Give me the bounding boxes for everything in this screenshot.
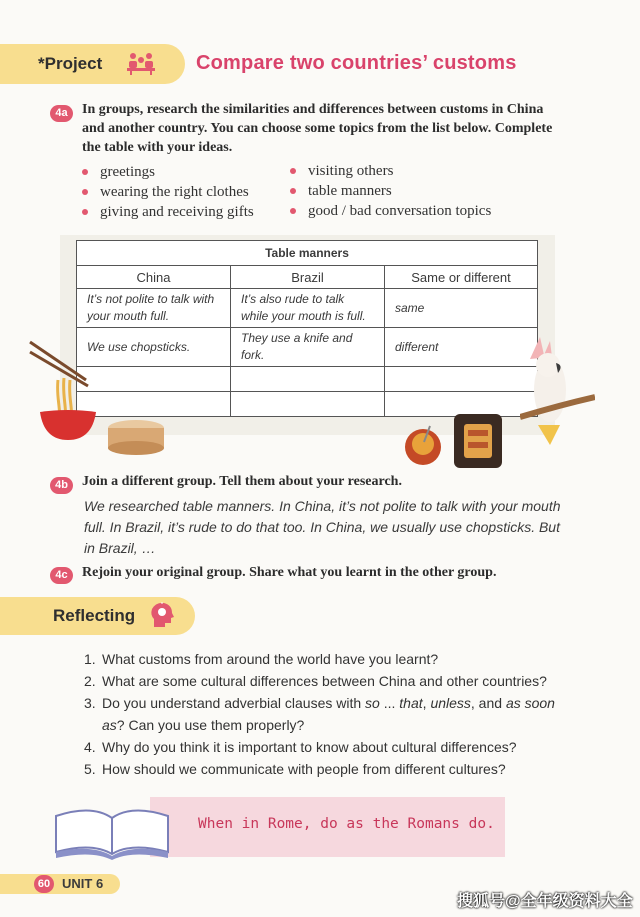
table-cell-empty [231, 367, 385, 392]
list-item: 3. Do you understand adverbial clauses with so ... that, unless, and as soon as? Can you use them properly? [84, 695, 555, 733]
table-cell: They use a knife and fork. [231, 328, 385, 367]
drink-cup-icon [400, 422, 446, 468]
topic-item: visiting others [290, 161, 530, 181]
topic-list-right [290, 161, 530, 221]
table-cell-empty [231, 392, 385, 417]
step-badge-4b: 4b [50, 477, 73, 494]
step-badge-4a: 4a [50, 105, 73, 122]
unit-label: UNIT 6 [62, 876, 104, 891]
step-badge-4c: 4c [50, 567, 73, 584]
table-cell: different [385, 328, 538, 367]
dumpling-steamer-icon [105, 418, 167, 456]
table-cell: It’s not polite to talk with your mouth full. [77, 289, 231, 328]
step-4c-instruction: Rejoin your original group. Share what you learnt in the other group. [82, 565, 497, 580]
table-header-brazil: Brazil [231, 266, 385, 289]
reflecting-title: Reflecting [53, 606, 136, 625]
table-header-china: China [77, 266, 231, 289]
topic-item: giving and receiving gifts [82, 202, 282, 222]
list-item: 2. What are some cultural differences between China and other countries? [84, 673, 547, 689]
step-4b-instruction: Join a different group. Tell them about your research. [82, 474, 402, 489]
list-item: 5. How should we communicate with people from different cultures? [84, 761, 506, 777]
table-row [77, 328, 538, 367]
noodle-bowl-icon [28, 340, 108, 445]
example-speech: We researched table manners. In China, it’s not polite to talk with your mouth full. In Brazil, it’s rude to do that too. In China, we usually use chopsticks. But in Brazil, … [84, 498, 561, 556]
head-lightbulb-icon [148, 601, 176, 629]
list-item: 4. Why do you think it is important to know about cultural differences? [84, 739, 517, 755]
topic-item: greetings [82, 162, 282, 182]
list-item: 1. What customs from around the world have you learnt? [84, 651, 439, 667]
cockatoo-icon [520, 335, 595, 455]
reflecting-questions [84, 648, 564, 780]
table-manners-table [76, 240, 538, 417]
page-title: Compare two countries’ customs [196, 52, 517, 74]
topic-list-left [82, 162, 282, 222]
group-icon [125, 51, 157, 75]
table-cell: We use chopsticks. [77, 328, 231, 367]
page-number: 60 [34, 875, 54, 893]
table-header-comparison: Same or different [385, 266, 538, 289]
proverb-text: When in Rome, do as the Romans do. [198, 816, 495, 832]
topic-item: good / bad conversation topics [290, 201, 530, 221]
table-cell-empty [385, 367, 538, 392]
topic-item: table manners [290, 181, 530, 201]
project-label: *Project [38, 54, 103, 73]
food-plate-icon [452, 412, 504, 470]
table-cell: same [385, 289, 538, 328]
table-cell: It’s also rude to talk while your mouth is full. [231, 289, 385, 328]
table-row [77, 289, 538, 328]
step-4a-instructions: In groups, research the similarities and differences between customs in China and another country. You can choose some topics from the list below. Complete the table with your ideas. [82, 102, 553, 155]
open-book-icon [52, 796, 172, 862]
topic-item: wearing the right clothes [82, 182, 282, 202]
table-row [77, 367, 538, 392]
watermark-text: 搜狐号@全年级资料大全 [457, 893, 633, 910]
table-caption: Table manners [77, 241, 538, 266]
